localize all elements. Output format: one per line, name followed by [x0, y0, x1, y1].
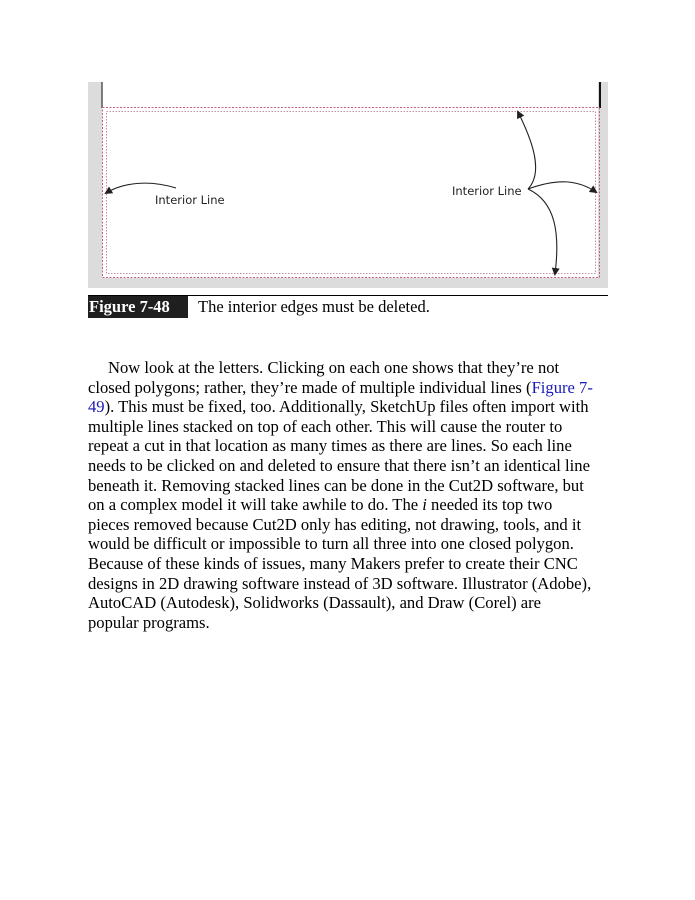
interior-line-label-right: Interior Line [452, 184, 522, 198]
body-line: on a complex model it will take awhile to do. The i needed its top two [88, 495, 553, 515]
body-line: Because of these kinds of issues, many Makers prefer to create their CNC [88, 553, 578, 573]
body-line: Now look at the letters. Clicking on each one shows that they’re not [108, 358, 560, 377]
body-line: repeat a cut in that location as many times as there are lines. So each line [88, 436, 572, 456]
body-line: popular programs. [88, 612, 210, 632]
figure-number-badge: Figure 7-48 [88, 296, 188, 318]
body-line: needs to be clicked on and deleted to ensure that there isn’t an identical line [88, 455, 590, 475]
body-line: beneath it. Removing stacked lines can be done in the Cut2D software, but [88, 475, 584, 495]
body-line: designs in 2D drawing software instead of 3D software. Illustrator (Adobe), [88, 573, 592, 593]
body-line: multiple lines stacked on top of each other. This will cause the router to [88, 416, 563, 436]
body-line: pieces removed because Cut2D only has editing, not drawing, tools, and it [88, 514, 582, 534]
interior-line-diagram [88, 82, 608, 288]
body-line: 49). This must be fixed, too. Additionally, SketchUp files often import with [88, 397, 589, 417]
figure-caption: The interior edges must be deleted. [198, 297, 430, 316]
italic-letter-i: i [422, 495, 427, 515]
figure-7-48 [88, 82, 608, 288]
figure-reference-link[interactable]: Figure 7- [531, 377, 593, 397]
figure-reference-link-continued[interactable]: 49 [88, 397, 105, 417]
interior-line-label-left: Interior Line [155, 193, 225, 207]
body-line: AutoCAD (Autodesk), Solidworks (Dassault), and Draw (Corel) are [88, 593, 542, 613]
body-line: closed polygons; rather, they’re made of multiple individual lines (Figure 7- [88, 377, 593, 397]
body-paragraph [88, 358, 610, 632]
body-line: would be difficult or impossible to turn all three into one closed polygon. [88, 534, 574, 554]
